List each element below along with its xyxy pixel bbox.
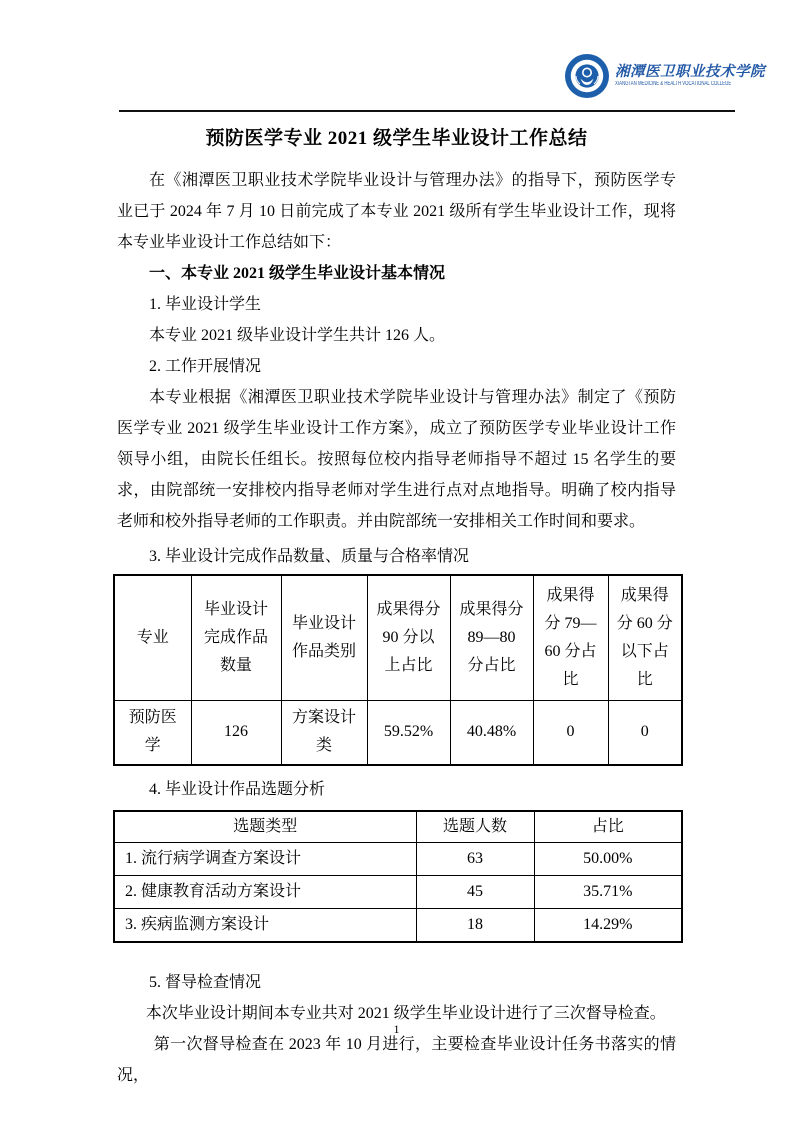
table-cell: 59.52% [367, 701, 450, 765]
subsection-4-title: 4. 毕业设计作品选题分析 [149, 780, 326, 798]
table-cell: 3. 疾病监测方案设计 [114, 909, 416, 942]
column-header: 成果得分 79—60 分占比 [533, 575, 608, 701]
table-cell: 126 [191, 701, 281, 765]
table-row [114, 876, 682, 909]
college-name-block [615, 64, 776, 88]
intro-paragraph: 在《湘潭医卫职业技术学院毕业设计与管理办法》的指导下，预防医学专业已于 2024 年 7 月 10 日前完成了本专业 2021 级所有学生毕业设计工作，现将本专业毕业设计工作总结如下： [117, 172, 676, 251]
section-1-heading: 一、本专业 2021 级学生毕业设计基本情况 [149, 265, 446, 282]
table-cell: 1. 流行病学调查方案设计 [114, 843, 416, 876]
column-header: 专业 [114, 575, 191, 701]
table-cell: 35.71% [534, 876, 682, 909]
column-header: 毕业设计完成作品数量 [191, 575, 281, 701]
table-cell: 50.00% [534, 843, 682, 876]
subsection-2-title: 2. 工作开展情况 [149, 358, 262, 375]
table-cell: 方案设计类 [281, 701, 367, 765]
table-cell: 45 [416, 876, 534, 909]
table-cell: 63 [416, 843, 534, 876]
table-cell: 2. 健康教育活动方案设计 [114, 876, 416, 909]
column-header: 占比 [534, 811, 682, 843]
column-header: 成果得分 60 分以下占比 [608, 575, 682, 701]
completion-quality-table [113, 574, 683, 766]
topic-analysis-table [113, 810, 683, 943]
table-row [114, 701, 682, 765]
table-cell: 0 [533, 701, 608, 765]
college-name-cn: 湘潭医卫职业技术学院 [615, 64, 765, 80]
table-cell: 18 [416, 909, 534, 942]
table-cell: 40.48% [450, 701, 533, 765]
subsection-3-title: 3. 毕业设计完成作品数量、质量与合格率情况 [149, 548, 470, 565]
college-name-en: XIANGTAN MEDICINE & HEALTH VOCATIONAL COLLEGE [615, 81, 732, 87]
first-inspection-text: 第一次督导检查在 2023 年 10 月进行，主要检查毕业设计任务书落实的情况， [117, 1035, 676, 1084]
document-body [117, 121, 676, 1091]
header-divider [119, 110, 735, 112]
college-logo [564, 53, 776, 99]
table-cell: 预防医学 [114, 701, 191, 765]
column-header: 选题人数 [416, 811, 534, 843]
column-header: 选题类型 [114, 811, 416, 843]
table-header-row [114, 811, 682, 843]
table-cell: 0 [608, 701, 682, 765]
table-header-row [114, 575, 682, 701]
college-emblem-icon [564, 53, 610, 99]
subsection-2-text: 本专业根据《湘潭医卫职业技术学院毕业设计与管理办法》制定了《预防医学专业 2021 级学生毕业设计工作方案》，成立了预防医学专业毕业设计工作领导小组，由院长任组长。按照每位校内指导老师指导不超过 15 名学生的要求，由院部统一安排校内指导老师对学生进行点对点地指导。明确了校内指导老师和校外指导老师的工作职责。并由院部统一安排相关工作时间和要求。 [117, 389, 676, 530]
column-header: 成果得分 90 分以上占比 [367, 575, 450, 701]
column-header: 毕业设计作品类别 [281, 575, 367, 701]
table-cell: 14.29% [534, 909, 682, 942]
document-title: 预防医学专业 2021 级学生毕业设计工作总结 [205, 128, 588, 149]
subsection-1-text: 本专业 2021 级毕业设计学生共计 126 人。 [149, 327, 446, 344]
column-header: 成果得分 89—80 分占比 [450, 575, 533, 701]
subsection-5-title: 5. 督导检查情况 [149, 973, 262, 991]
table-row [114, 909, 682, 942]
supervision-summary: 本次毕业设计期间本专业共对 2021 级学生毕业设计进行了三次督导检查。 [145, 1004, 666, 1022]
table-row [114, 843, 682, 876]
page-number: 1 [393, 1022, 400, 1036]
subsection-1-title: 1. 毕业设计学生 [149, 296, 262, 313]
